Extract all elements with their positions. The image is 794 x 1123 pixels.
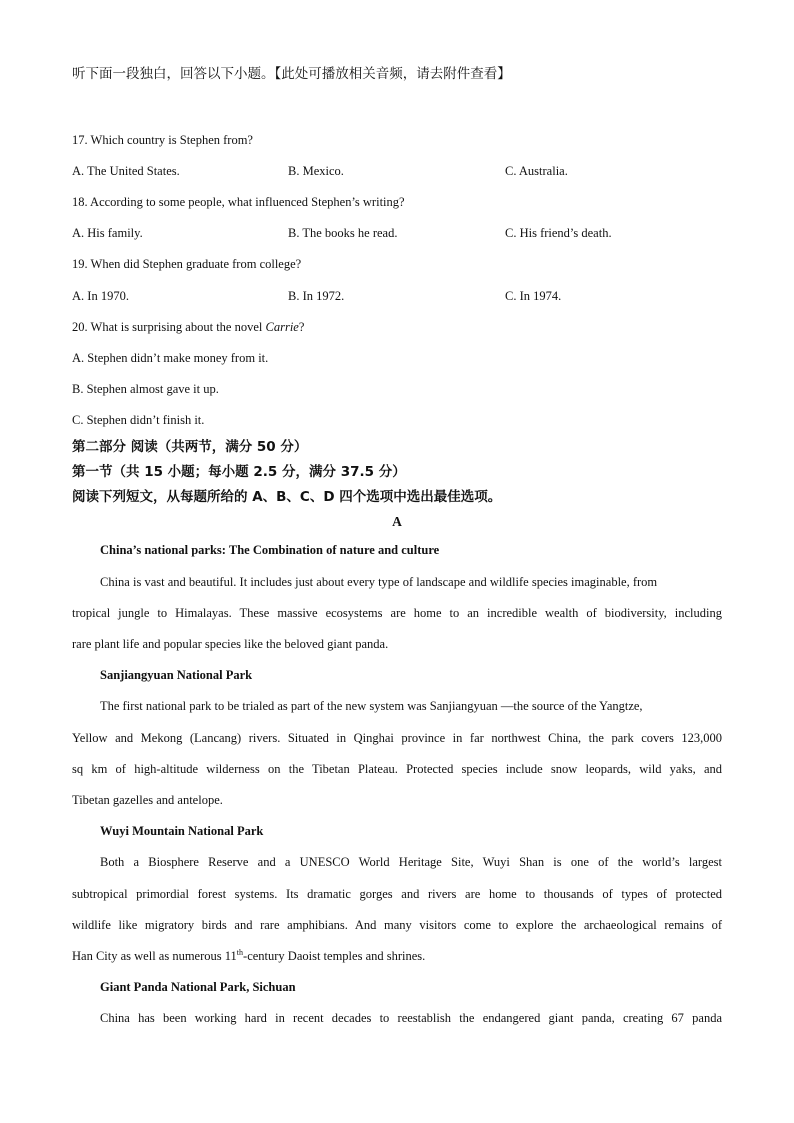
listening-instruction: 听下面一段独白，回答以下小题。【此处可播放相关音频，请去附件查看】: [72, 66, 511, 82]
q20-suffix: ?: [298, 320, 305, 334]
q18-option-c: C. His friend’s death.: [505, 226, 612, 240]
park2-line: wildlife like migratory birds and rare amphibians. And many visitors come to explore the archaeological remains of: [72, 918, 722, 932]
intro-line: tropical jungle to Himalayas. These massive ecosystems are home to an incredible wealth of biodiversity, including: [72, 606, 722, 620]
park2-last-prefix: Han City as well as numerous 11: [72, 949, 237, 963]
q19-option-c: C. In 1974.: [505, 289, 562, 303]
q20-novel-title: Carrie: [265, 320, 299, 334]
park2-last-suffix: -century Daoist temples and shrines.: [243, 949, 426, 963]
q20-option-b: B. Stephen almost gave it up.: [72, 382, 219, 396]
q19-option-a: A. In 1970.: [72, 289, 129, 303]
question-19: 19. When did Stephen graduate from college?: [72, 257, 302, 271]
park2-line: Both a Biosphere Reserve and a UNESCO World Heritage Site, Wuyi Shan is one of the world’s largest: [100, 855, 722, 869]
section-title: 第一节（共 15 小题；每小题 2.5 分，满分 37.5 分）: [72, 464, 406, 480]
park2-line: [72, 948, 425, 964]
intro-line: rare plant life and popular species like the beloved giant panda.: [72, 637, 389, 651]
question-20: [72, 319, 304, 335]
passage-title: China’s national parks: The Combination of nature and culture: [100, 543, 440, 557]
intro-line: China is vast and beautiful. It includes just about every type of landscape and wildlife species imaginable, from: [100, 575, 658, 589]
passage-label: A: [392, 514, 402, 529]
park2-superscript: th: [236, 947, 244, 957]
reading-instruction: 阅读下列短文，从每题所给的 A、B、C、D 四个选项中选出最佳选项。: [72, 489, 502, 505]
q20-prefix: 20. What is surprising about the novel: [72, 320, 266, 334]
park1-line: sq km of high-altitude wilderness on the Tibetan Plateau. Protected species include snow leopards, wild yaks, and: [72, 762, 722, 776]
q17-option-b: B. Mexico.: [288, 164, 344, 178]
q17-option-a: A. The United States.: [72, 164, 180, 178]
q20-option-a: A. Stephen didn’t make money from it.: [72, 351, 269, 365]
q19-option-b: B. In 1972.: [288, 289, 345, 303]
park1-line: Tibetan gazelles and antelope.: [72, 793, 223, 807]
park1-line: The first national park to be trialed as part of the new system was Sanjiangyuan —the source of the Yangtze,: [100, 699, 643, 713]
question-17: 17. Which country is Stephen from?: [72, 133, 253, 147]
park3-line: China has been working hard in recent decades to reestablish the endangered giant panda, creating 67 panda: [100, 1011, 722, 1025]
q18-option-a: A. His family.: [72, 226, 143, 240]
park2-line: subtropical primordial forest systems. Its dramatic gorges and rivers are home to thousands of types of protected: [72, 887, 722, 901]
park-heading: Wuyi Mountain National Park: [100, 824, 264, 838]
question-18: 18. According to some people, what influenced Stephen’s writing?: [72, 195, 405, 209]
park-heading: Giant Panda National Park, Sichuan: [100, 980, 296, 994]
part-title: 第二部分 阅读（共两节，满分 50 分）: [72, 439, 308, 455]
q18-option-b: B. The books he read.: [288, 226, 398, 240]
q17-option-c: C. Australia.: [505, 164, 568, 178]
park1-line: Yellow and Mekong (Lancang) rivers. Situated in Qinghai province in far northwest China, the park covers 123,000: [72, 731, 722, 745]
q20-option-c: C. Stephen didn’t finish it.: [72, 413, 205, 427]
park-heading: Sanjiangyuan National Park: [100, 668, 253, 682]
